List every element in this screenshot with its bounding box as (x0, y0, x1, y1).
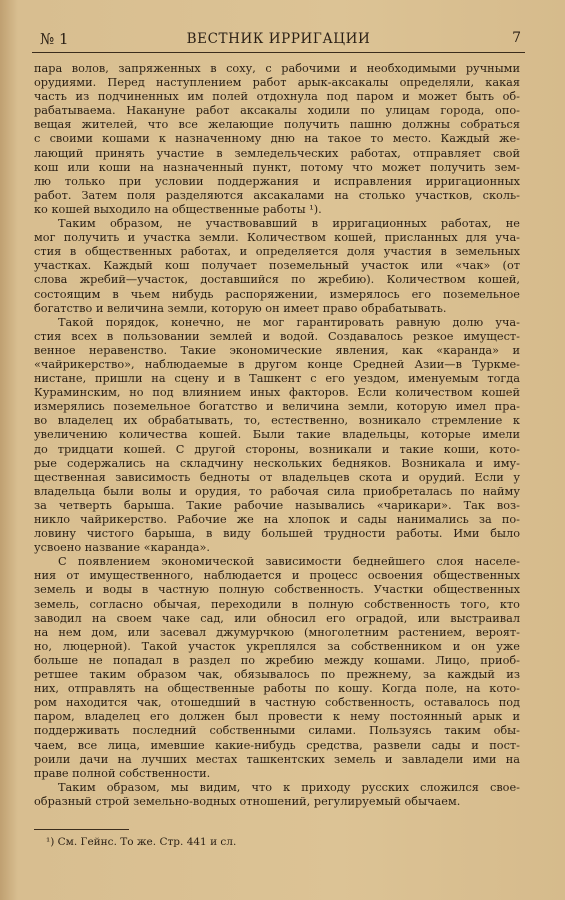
text-line: чаем, все лица, имевшие какие-нибудь средства, развели сады и пост- (34, 738, 520, 752)
text-line: стия всех в пользовании землей и водой. Создавалось резкое имущест- (34, 329, 520, 343)
text-line: с своими кошами к назначенному дню на такое то место. Каждый же- (34, 132, 520, 146)
text-line: образный строй земельно-водных отношений, регулируемый обычаем. (34, 794, 461, 808)
text-line: измерялись поземельное богатство и величина земли, которую имел пра- (34, 400, 520, 414)
text-line: лю только при условии поддержания и исправления ирригационных (34, 174, 520, 188)
text-line: мог получить и участка земли. Количеством кошей, присланных для уча- (34, 231, 520, 245)
text-line: состоящим в чьем нибудь распоряжении, измерялось его поземельное (34, 287, 520, 301)
text-line: заводил на своем чаке сад, или обносил его оградой, или выстраивал (34, 611, 520, 625)
issue-number: № 1 (40, 30, 69, 48)
text-line: работ. Затем поля разделяются аксакалами на столько участков, сколь- (34, 188, 520, 202)
text-line: ром находится чак, отошедший в частную собственность, оставалось под (34, 696, 520, 710)
text-line: ко кошей выходило на общественные работы ¹). (34, 202, 322, 216)
text-line: щественная зависимость бедноты от владельцев скота и орудий. Если у (34, 470, 520, 484)
text-line: них, отправлять на общественные работы по кошу. Когда поле, на кото- (34, 682, 520, 696)
text-line: нистане, пришли на сцену и в Ташкент с его уездом, именуемым тогда (34, 372, 520, 386)
text-line: увеличению количества кошей. Были такие владельцы, которые имели (34, 428, 520, 442)
text-line: роили дачи на лучших местах ташкентских земель и завладели ими на (34, 752, 520, 766)
text-line: С появлением экономической зависимости беднейшего слоя населе- (58, 555, 520, 569)
text-line: до тридцати кошей. С другой стороны, возникали и такие коши, кото- (34, 442, 520, 456)
text-line: Кураминским, но под влиянием иных факторов. Если количеством кошей (34, 386, 520, 400)
paragraph (34, 217, 520, 316)
footnote-divider (34, 829, 129, 830)
text-line: рабатываема. Накануне работ аксакалы ходили по улицам города, опо- (34, 104, 520, 118)
text-line: никло чайрикерство. Рабочие же на хлопок и сады нанимались за по- (34, 513, 520, 526)
page-number: 7 (512, 30, 521, 46)
running-header (32, 28, 525, 53)
text-line: кош или коши на назначенный пункт, потому что может получить зем- (34, 160, 520, 174)
text-line: слова жребий—участок, доставшийся по жребию). Количеством кошей, (34, 273, 520, 287)
text-line: ния от имущественного, наблюдается и процесс освоения общественных (34, 569, 520, 583)
footnote: ¹) См. Гейнс. То же. Стр. 441 и сл. (46, 836, 237, 848)
text-line: пара волов, запряженных в соху, с рабочими и необходимыми ручными (34, 62, 520, 75)
text-line: на нем дом, или засевал джумурчкою (многолетним растением, вероят- (34, 625, 520, 639)
text-line: усвоено название «каранда». (34, 541, 210, 555)
text-line: земель, согласно обычая, переходили в полную собственность того, кто (34, 597, 520, 611)
text-line: венное неравенство. Такие экономические явления, как «каранда» и (34, 343, 520, 357)
text-line: больше не попадал в раздел по жребию между кошами. Лицо, приоб- (34, 653, 520, 667)
text-line: ретшее таким образом чак, обязывалось по прежнему, за каждый из (34, 668, 520, 682)
paragraph (34, 62, 520, 217)
text-line: Таким образом, мы видим, что к приходу русских сложился свое- (58, 780, 520, 794)
journal-title: ВЕСТНИК ИРРИГАЦИИ (186, 31, 371, 47)
text-line: стия в общественных работах, и определяется доля участия в земельных (34, 245, 520, 259)
text-line: во владелец их обрабатывать, то, естественно, возникало стремление к (34, 414, 520, 428)
text-line: рые содержались на складчину нескольких бедняков. Возникала и иму- (34, 456, 520, 470)
text-line: владельца были волы и орудия, то рабочая сила приобреталась по найму (34, 484, 520, 498)
text-line: «чайрикерство», наблюдаемые в другом конце Средней Азии—в Туркме- (34, 357, 520, 371)
text-line: орудиями. Перед наступлением работ арык-аксакалы определяли, какая (34, 76, 520, 90)
article-body (34, 62, 520, 809)
text-line: участках. Каждый кош получает поземельный участок или «чак» (от (34, 259, 520, 273)
paragraph (34, 781, 520, 809)
text-line: Таким образом, не участвовавший в ирригационных работах, не (58, 217, 520, 231)
text-line: поддерживать последний собственными силами. Пользуясь таким обы- (34, 724, 520, 738)
text-line: за четверть барыша. Такие рабочие назывались «чарикари». Так воз- (34, 498, 520, 512)
text-line: но, люцерной). Такой участок укреплялся за собственником и он уже (34, 639, 520, 653)
text-line: паром, владелец его должен был провести к нему постоянный арык и (34, 710, 520, 724)
paragraph (34, 555, 520, 781)
text-line: земель и воды в частную полную собственность. Участки общественных (34, 583, 520, 597)
text-line: праве полной собственности. (34, 766, 211, 780)
text-line: вещая жителей, что все желающие получить пашню должны собраться (34, 118, 520, 132)
text-line: ловину чистого барыша, в виду большей трудности работы. Ими было (34, 527, 520, 541)
text-line: часть из подчиненных им полей отдохнула под паром и может быть об- (34, 90, 520, 104)
text-line: богатство и величина земли, которую он имеет право обрабатывать. (34, 301, 447, 315)
text-line: лающий принять участие в земледельческих работах, отправляет свой (34, 146, 520, 160)
paragraph (34, 316, 520, 556)
text-line: Такой порядок, конечно, не мог гарантировать равную долю уча- (58, 315, 520, 329)
